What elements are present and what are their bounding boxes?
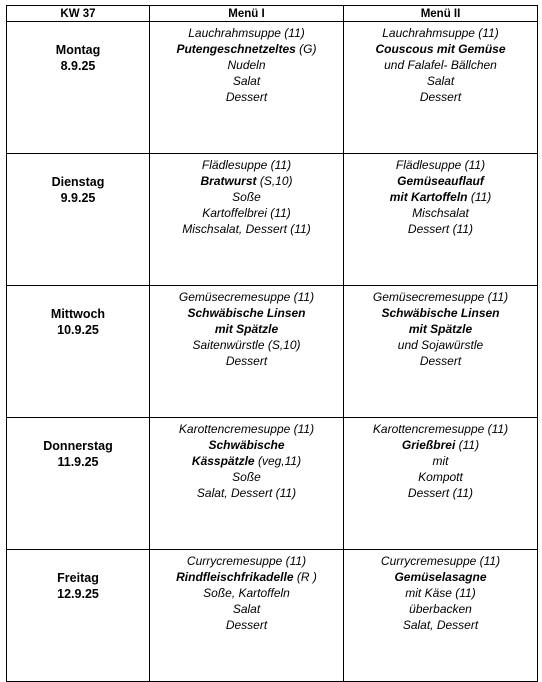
allergen-note: (11) [467, 190, 492, 204]
menu-line [150, 173, 343, 189]
menu-line [150, 453, 343, 469]
day-row [7, 154, 538, 286]
allergen-note: (R ) [293, 570, 317, 584]
menu-2-cell [344, 154, 538, 286]
main-dish: Couscous mit Gemüse [375, 42, 506, 56]
menu-1-cell [150, 22, 344, 154]
menu-line: Dessert [225, 618, 268, 632]
main-dish: Schwäbische Linsen [187, 306, 306, 320]
main-dish: mit Spätzle [214, 322, 279, 336]
menu-line: Salat [232, 74, 261, 88]
menu-2-cell [344, 286, 538, 418]
day-name: Freitag [57, 571, 99, 585]
day-date: 11.9.25 [57, 455, 99, 469]
main-dish: Gemüseauflauf [397, 174, 484, 188]
day-row [7, 286, 538, 418]
menu-line: Soße [232, 470, 261, 484]
day-cell [7, 418, 150, 550]
day-row [7, 550, 538, 682]
menu-line: Dessert [225, 354, 268, 368]
menu-line: Saitenwürstle (S,10) [192, 338, 301, 352]
main-dish: mit Spätzle [408, 322, 473, 336]
menu-line: Nudeln [227, 58, 266, 72]
menu-line: Mischsalat, Dessert (11) [182, 222, 311, 236]
menu-line: mit Käse (11) [405, 586, 476, 600]
menu-line: Gemüsecremesuppe (11) [178, 290, 315, 304]
menu-plan-table [6, 5, 538, 682]
menu-line: Salat [426, 74, 455, 88]
menu-line: Dessert [419, 354, 462, 368]
week-header: KW 37 [7, 6, 150, 22]
menu-line: Salat, Dessert (11) [196, 486, 297, 500]
main-dish: Putengeschnetzeltes [176, 42, 296, 56]
day-date: 12.9.25 [57, 587, 99, 601]
day-name: Donnerstag [43, 439, 113, 453]
menu-line: Karottencremesuppe (11) [372, 422, 509, 436]
menu-line: Gemüsecremesuppe (11) [372, 290, 509, 304]
main-dish: Rindfleischfrikadelle [176, 570, 294, 584]
menu-1-cell [150, 418, 344, 550]
menu-line [344, 437, 537, 453]
day-name: Dienstag [51, 175, 105, 189]
menu-line: und Sojawürstle [397, 338, 484, 352]
day-date: 9.9.25 [60, 191, 96, 205]
main-dish: Gemüselasagne [394, 570, 487, 584]
menu-line: überbacken [409, 602, 472, 616]
menu-line: Kartoffelbrei (11) [202, 206, 291, 220]
main-dish: Grießbrei [401, 438, 456, 452]
menu-line [150, 41, 343, 57]
main-dish: Bratwurst [200, 174, 257, 188]
day-name: Montag [55, 43, 101, 57]
menu-line: Flädlesuppe (11) [201, 158, 292, 172]
menu-line [344, 189, 537, 205]
allergen-note: (11) [455, 438, 480, 452]
day-cell [7, 22, 150, 154]
menu-line: Salat [232, 602, 261, 616]
main-dish: mit Kartoffeln [389, 190, 468, 204]
menu-1-cell [150, 286, 344, 418]
menu-line: und Falafel- Bällchen [384, 58, 497, 72]
allergen-note: (veg,11) [254, 454, 302, 468]
menu-line: Soße [232, 190, 261, 204]
menu-line: mit [432, 454, 449, 468]
main-dish: Schwäbische Linsen [381, 306, 500, 320]
menu-line: Lauchrahmsuppe (11) [188, 26, 305, 40]
menu-line: Soße, Kartoffeln [203, 586, 290, 600]
menu-line: Currycremesuppe (11) [186, 554, 307, 568]
menu-2-cell [344, 418, 538, 550]
menu-line: Mischsalat [412, 206, 469, 220]
menu-line: Kompott [418, 470, 463, 484]
day-cell [7, 286, 150, 418]
menu-line: Salat, Dessert [402, 618, 479, 632]
menu-line: Dessert (11) [407, 222, 474, 236]
day-cell [7, 550, 150, 682]
allergen-note: (S,10) [256, 174, 293, 188]
menu-1-cell [150, 154, 344, 286]
allergen-note: (G) [295, 42, 317, 56]
menu-line: Dessert [225, 90, 268, 104]
menu-line: Currycremesuppe (11) [380, 554, 501, 568]
menu-line: Dessert (11) [407, 486, 474, 500]
menu-2-header: Menü II [344, 6, 538, 22]
main-dish: Kässpätzle [191, 454, 255, 468]
menu-line: Lauchrahmsuppe (11) [382, 26, 499, 40]
day-date: 10.9.25 [57, 323, 99, 337]
menu-line: Karottencremesuppe (11) [178, 422, 315, 436]
menu-line: Flädlesuppe (11) [395, 158, 486, 172]
day-row [7, 22, 538, 154]
day-date: 8.9.25 [60, 59, 96, 73]
menu-1-header: Menü I [150, 6, 344, 22]
day-cell [7, 154, 150, 286]
header-row [7, 6, 538, 22]
menu-2-cell [344, 22, 538, 154]
menu-2-cell [344, 550, 538, 682]
main-dish: Schwäbische [208, 438, 285, 452]
day-name: Mittwoch [50, 307, 106, 321]
menu-1-cell [150, 550, 344, 682]
menu-line: Dessert [419, 90, 462, 104]
day-row [7, 418, 538, 550]
